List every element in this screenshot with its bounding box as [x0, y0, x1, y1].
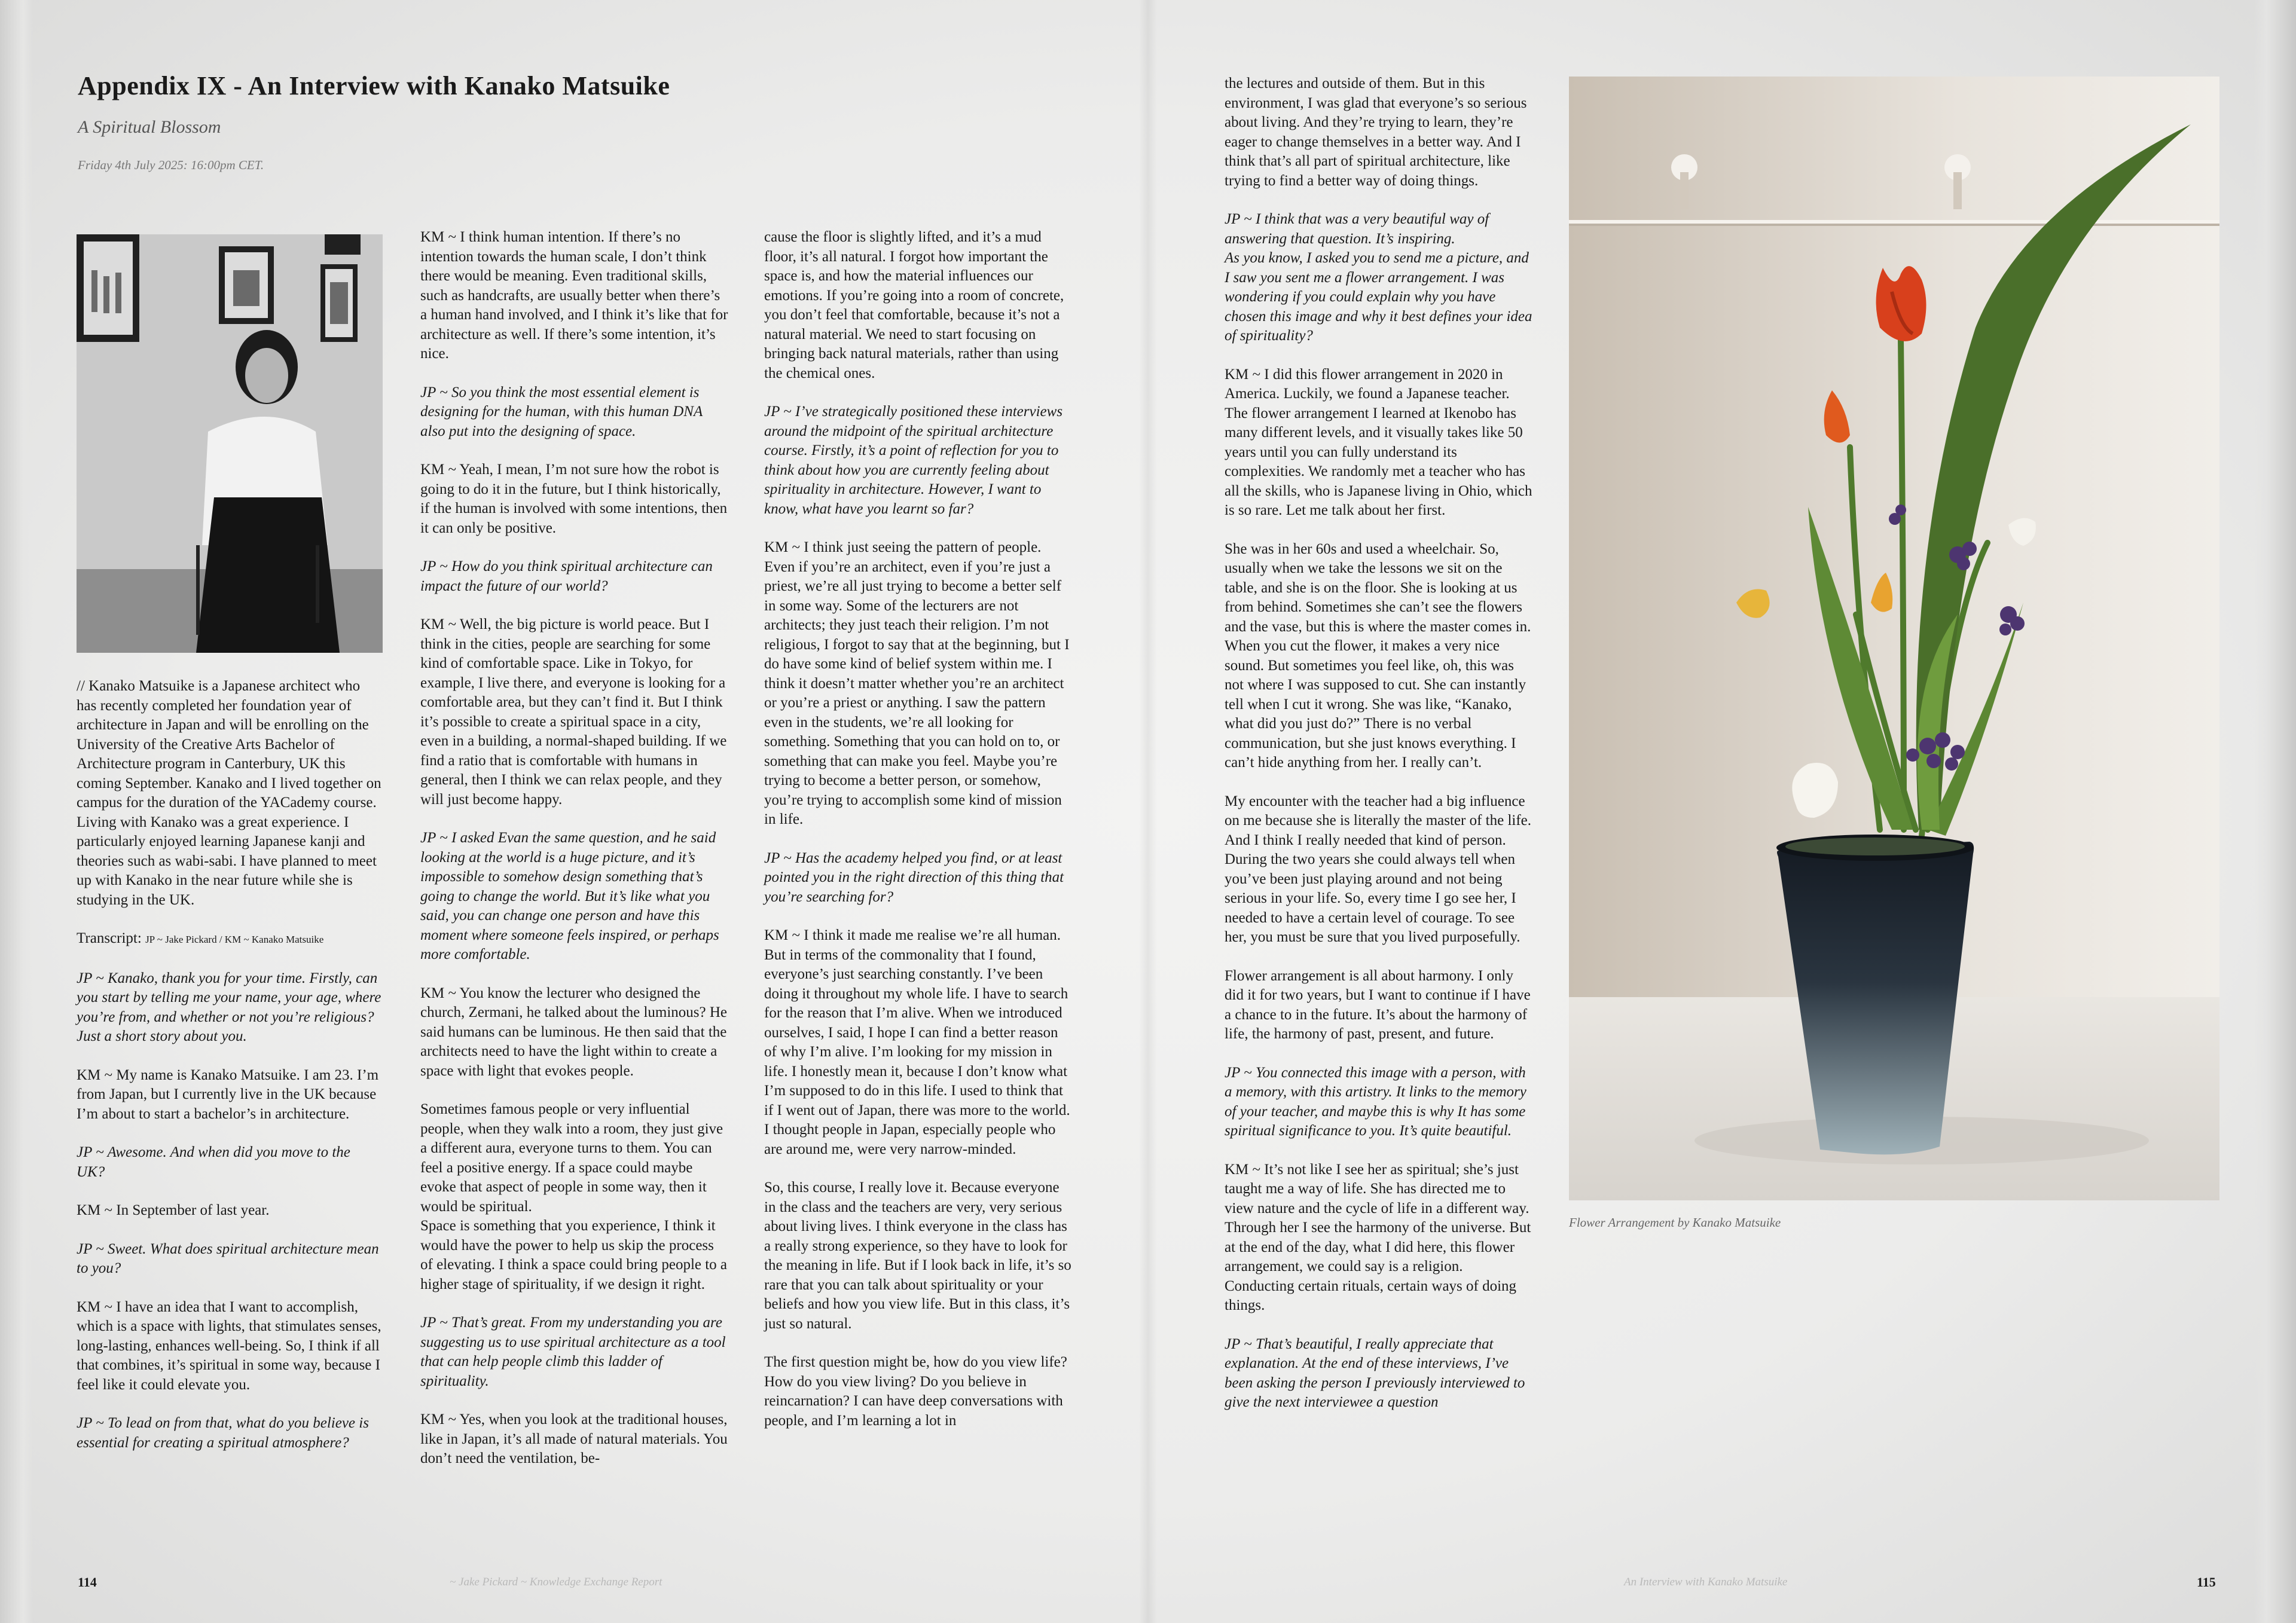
running-footer-right: An Interview with Kanako Matsuike: [1624, 1576, 1788, 1588]
question: JP ~ To lead on from that, what do you believe is essential for creating a spiritual atmosphere?: [77, 1415, 369, 1451]
question: JP ~ Awesome. And when did you move to the UK?: [77, 1144, 350, 1180]
answer: So, this course, I really love it. Because everyone in the class and the teachers are very, very serious about living lives. I think everyone in the class has a really strong experience, so they have to look for the meaning in life. But if I look back in life, it’s so rare that you can talk about spirituality or your beliefs and how you view life. But in this class, it’s just so natural.: [764, 1179, 1071, 1332]
answer: KM ~ Yes, when you look at the traditional houses, like in Japan, it’s all made of natural materials. You don’t need the ventilation, be-: [420, 1411, 728, 1466]
page-number-right: 115: [2197, 1575, 2216, 1590]
answer: The first question might be, how do you view life? How do you view living? Do you believe in reincarnation? I can have deep conversations with people, and I’m learning a lot in: [764, 1354, 1067, 1429]
page-edge-left: [0, 0, 33, 1623]
question: JP ~ You connected this image with a person, with a memory, with this artistry. It links to the memory of your teacher, and maybe this is why It has some spiritual significance to you. It’s quite beautiful.: [1225, 1064, 1526, 1139]
question: JP ~ I’ve strategically positioned these interviews around the midpoint of the spiritual architecture course. Firstly, it’s a point of reflection for you to think about how you are currently feeling about spirituality in architecture. However, I want to know, what have you learnt so far?: [764, 404, 1063, 517]
answer: KM ~ You know the lecturer who designed the church, Zermani, he talked about the luminous? He said humans can be luminous. He then said that the architects need to have the light within to create a space with light that evokes people.: [420, 985, 728, 1079]
answer: Flower arrangement is all about harmony. I only did it for two years, but I want to continue if I have a chance to in the future. It’s about the harmony of life, the harmony of past, present, and future.: [1225, 967, 1531, 1042]
answer: KM ~ Well, the big picture is world peace. But I think in the cities, people are searching for some kind of comfortable space. Like in Tokyo, for example, I live there, and everyone is looking for a comfortable area, but they can’t find it. But I think it’s possible to create a spiritual space in a city, even in a building, a normal-shaped building. If we find a ratio that is comfortable with humans in general, then I think we can relax people, and they will just become happy.: [420, 616, 727, 808]
answer: KM ~ Yeah, I mean, I’m not sure how the robot is going to do it in the future, but I think historically, if the human is involved with some intentions, then it can only be positive.: [420, 461, 728, 536]
interview-date: Friday 4th July 2025: 16:00pm CET.: [78, 158, 264, 172]
page-gutter: [1139, 0, 1157, 1623]
answer: KM ~ I did this flower arrangement in 2020 in America. Luckily, we found a Japanese teacher. The flower arrangement I learned at Ikenobo has many different levels, and it visually takes like 50 years until you can fully understand its complexities. We randomly met a teacher who has all the skills, who is Japanese living in Ohio, which is so rare. Let me talk about her first.: [1225, 366, 1532, 518]
answer: KM ~ I think it made me realise we’re all human. But in terms of the commonality that I found, everyone’s just searching constantly. I’ve been doing it throughout my whole life. I have to search for the reason that I’m alive. When we introduced ourselves, I said, I hope I can find a better reason of why I’m alive. I’m looking for my mission in life. I honestly mean it, because I don’t know what I’m supposed to do in this life. I used to think that if I went out of Japan, there was more to the world. I thought people in Japan, especially people who are around me, were very narrow-minded.: [764, 927, 1070, 1157]
page-title: Appendix IX - An Interview with Kanako Matsuike: [78, 71, 670, 100]
question: JP ~ I think that was a very beautiful way of answering that question. It’s inspiring.: [1225, 211, 1489, 247]
column-2: [420, 228, 728, 1488]
answer: KM ~ It’s not like I see her as spiritual; she’s just taught me a way of life. She has directed me to view nature and the cycle of life in a different way. Through her I see the harmony of the universe. But at the end of the day, what I did here, this flower arrangement, we could say is a religion. Conducting certain rituals, certain ways of doing things.: [1225, 1161, 1531, 1313]
transcript-label: Transcript:: [77, 930, 142, 946]
question: JP ~ That’s beautiful, I really appreciate that explanation. At the end of these interviews, I’ve been asking the person I previously interviewed to give the next interviewee a question: [1225, 1335, 1525, 1410]
answer: KM ~ I think human intention. If there’s no intention towards the human scale, I don’t think there would be meaning. Even traditional skills, such as handcrafts, are usually better when there’s a human hand involved, and I think it’s like that for architecture as well. If there’s some intention, it’s nice.: [420, 229, 728, 362]
portrait-photo: [77, 234, 383, 653]
column-3: [764, 228, 1072, 1450]
answer: KM ~ In September of last year.: [77, 1202, 270, 1218]
question: As you know, I asked you to send me a picture, and I saw you sent me a flower arrangement. I was wondering if you could explain why you have chosen this image and why it best defines your idea of spirituality?: [1225, 250, 1532, 344]
transcript-legend: JP ~ Jake Pickard / KM ~ Kanako Matsuike: [145, 934, 324, 945]
question: JP ~ Has the academy helped you find, or at least pointed you in the right direction of this thing that you’re searching for?: [764, 849, 1064, 905]
page-edge-right: [2254, 0, 2296, 1623]
question: JP ~ Kanako, thank you for your time. Firstly, can you start by telling me your name, your age, where you’re from, and whether or not you’re religious? Just a short story about you.: [77, 970, 381, 1044]
column-4: [1225, 74, 1535, 1432]
intro-paragraph: // Kanako Matsuike is a Japanese architect who has recently completed her foundation year of architecture in Japan and will be enrolling on the University of the Creative Arts Bachelor of Architecture program in Canterbury, UK this coming September. Kanako and I lived together on campus for the duration of the YACademy course. Living with Kanako was a great experience. I particularly enjoyed learning Japanese kanji and theories such as wabi-sabi. I have planned to meet up with Kanako in the near future while she is studying in the UK.: [77, 678, 381, 908]
answer: Space is something that you experience, I think it would have the power to help us skip the process of elevating. I think a space could bring people to a higher stage of spirituality, if we design it right.: [420, 1218, 728, 1292]
question: JP ~ Sweet. What does spiritual architecture mean to you?: [77, 1240, 379, 1276]
question: JP ~ How do you think spiritual architecture can impact the future of our world?: [420, 558, 713, 594]
answer: cause the floor is slightly lifted, and it’s a mud floor, it’s all natural. I forgot how important the space is, and how the material influences our emotions. If you’re going into a room of concrete, you don’t feel that comfortable, because it’s not a natural material. We need to start focusing on bringing back natural materials, rather than using the chemical ones.: [764, 229, 1064, 381]
answer: Sometimes famous people or very influential people, when they walk into a room, they just give a different aura, everyone turns to them. You can feel a positive energy. If a space could maybe evoke that aspect of people in some way, then it would be spiritual.: [420, 1101, 723, 1215]
answer: KM ~ My name is Kanako Matsuike. I am 23. I’m from Japan, but I currently live in the UK because I’m about to start a bachelor’s in architecture.: [77, 1066, 379, 1122]
answer: She was in her 60s and used a wheelchair. So, usually when we take the lessons we sit on the table, and she is on the floor. She is looking at us from behind. Sometimes she can’t see the flowers and the vase, but this is where the master comes in. When you cut the flower, it makes a very nice sound. But sometimes you feel like, oh, this was not where I was supposed to cut. She can instantly tell when I cut it wrong. She was like, “Kanako, what did you just do?” There is no verbal communication, but she just knows everything. I can’t hide anything from her. I really can’t.: [1225, 540, 1531, 771]
flower-arrangement-photo: [1569, 77, 2219, 1200]
question: JP ~ That’s great. From my understanding you are suggesting us to use spiritual architecture as a tool that can help people climb this ladder of spirituality.: [420, 1315, 726, 1389]
answer: KM ~ I have an idea that I want to accomplish, which is a space with lights, that stimulates senses, long-lasting, enhances well-being. So, I think if all that combines, it’s spiritual in some way, because I feel like it could elevate you.: [77, 1298, 381, 1393]
transcript-key: [77, 929, 381, 950]
question: JP ~ So you think the most essential element is designing for the human, with this human DNA also put into the designing of space.: [420, 384, 703, 439]
flower-arrangement-illustration: [1569, 77, 2219, 1200]
answer: My encounter with the teacher had a big influence on me because she is literally the master of the life. And I think I really needed that kind of person. During the two years she could always tell when you’ve been just playing around and not being serious in your life. So, every time I go see her, I needed to have a certain level of courage. To see her, you must be sure that you lived purposefully.: [1225, 793, 1532, 945]
column-1: [77, 677, 381, 1472]
portrait-illustration: [77, 234, 383, 653]
page-number-left: 114: [78, 1575, 97, 1590]
answer: KM ~ I think just seeing the pattern of people. Even if you’re an architect, even if you’re just a priest, we’re all just trying to become a better self in some way. Some of the lecturers are not architects; they just teach their religion. I’m not religious, I forgot to say that at the beginning, but I do have some kind of belief system within me. I think it doesn’t matter whether you’re an architect or you’re a priest or anything. I saw the pattern even in the students, we’re all looking for something. Something that you can hold on to, or something that can make you feel. Maybe you’re trying to become a better person, or somehow, you’re trying to accomplish some kind of mission in life.: [764, 539, 1070, 827]
question: JP ~ I asked Evan the same question, and he said looking at the world is a huge picture, and it’s impossible to somehow design something that’s going to change the world. But it’s like what you said, you can change one person and have this moment where someone feels inspired, or perhaps more comfortable.: [420, 830, 719, 962]
answer: the lectures and outside of them. But in this environment, I was glad that everyone’s so serious about living. And they’re trying to learn, they’re eager to change themselves in a better way. And I think that’s all part of spiritual architecture, like trying to find a better way of doing things.: [1225, 75, 1527, 189]
photo-caption: Flower Arrangement by Kanako Matsuike: [1569, 1215, 1781, 1230]
running-footer-left: ~ Jake Pickard ~ Knowledge Exchange Report: [450, 1576, 662, 1588]
page-subtitle: A Spiritual Blossom: [78, 117, 221, 137]
